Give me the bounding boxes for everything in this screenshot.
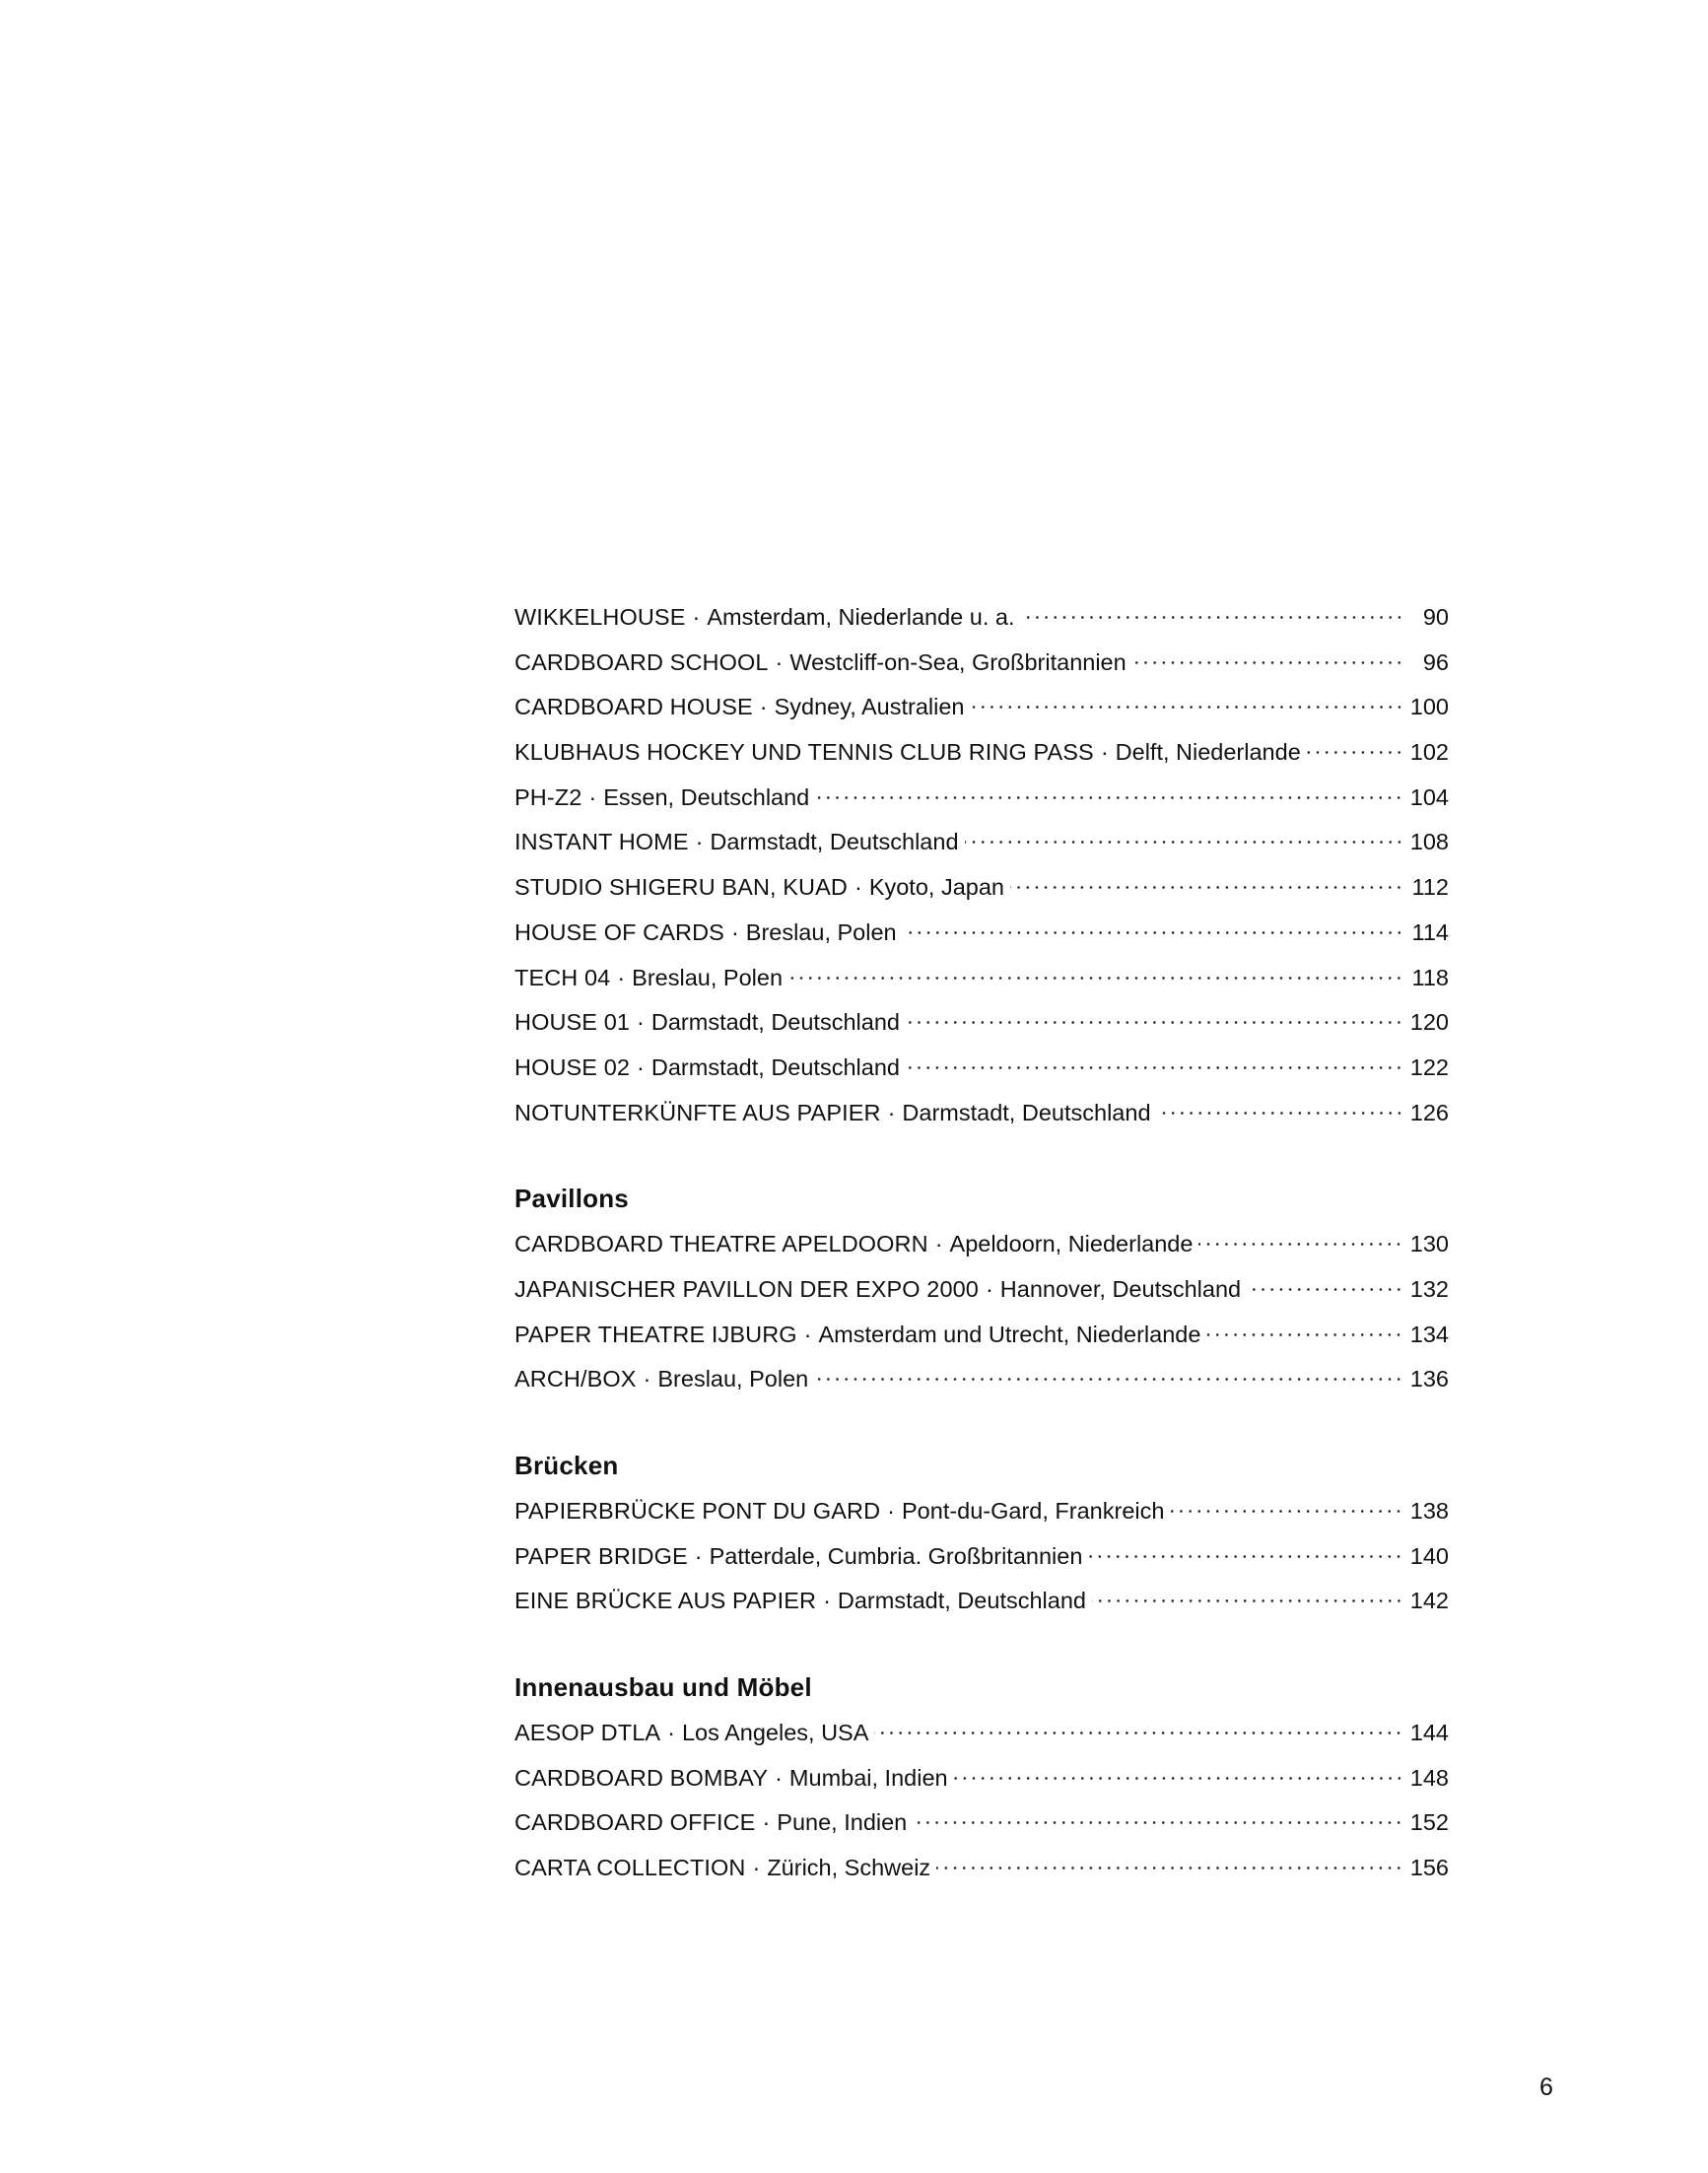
entry-separator: · xyxy=(762,1809,771,1836)
entry-title: CARDBOARD BOMBAY xyxy=(514,1764,769,1791)
entry-location: Darmstadt, Deutschland xyxy=(650,1009,900,1036)
entry-page-number: 126 xyxy=(1409,1099,1449,1125)
entry-title: JAPANISCHER PAVILLON DER EXPO 2000 xyxy=(514,1275,979,1302)
entry-title: PAPIERBRÜCKE PONT DU GARD xyxy=(514,1498,881,1524)
entry-title: CARDBOARD OFFICE xyxy=(514,1809,756,1836)
entry-page-number: 148 xyxy=(1409,1764,1449,1791)
entry-location: Amsterdam, Niederlande u. a. xyxy=(707,604,1015,630)
toc-entry[interactable] xyxy=(514,1267,1449,1313)
entry-page-number: 104 xyxy=(1409,783,1449,810)
entry-separator: · xyxy=(588,783,597,810)
toc-entry[interactable] xyxy=(514,956,1449,1001)
entry-page-number: 136 xyxy=(1409,1366,1449,1392)
entry-page-number: 132 xyxy=(1409,1275,1449,1302)
toc-entry[interactable] xyxy=(514,1046,1449,1091)
entry-location: Breslau, Polen xyxy=(745,918,897,945)
toc-entry[interactable] xyxy=(514,1800,1449,1846)
toc-sections xyxy=(514,595,1449,1891)
dot-leader xyxy=(954,1777,1403,1780)
entry-title: PAPER BRIDGE xyxy=(514,1542,688,1569)
entry-title: HOUSE OF CARDS xyxy=(514,918,724,945)
toc-entry[interactable] xyxy=(514,595,1449,641)
entry-location: Pune, Indien xyxy=(777,1809,908,1836)
entry-title: ARCH/BOX xyxy=(514,1366,637,1392)
entry-title: CARDBOARD HOUSE xyxy=(514,694,753,720)
entry-page-number: 156 xyxy=(1409,1855,1449,1881)
section-heading: Innenausbau und Möbel xyxy=(514,1672,812,1703)
entry-location: Sydney, Australien xyxy=(774,694,965,720)
section-heading: Pavillons xyxy=(514,1184,629,1214)
entry-title: HOUSE 01 xyxy=(514,1009,631,1036)
entry-separator: · xyxy=(887,1498,895,1524)
entry-separator: · xyxy=(667,1720,675,1746)
toc-entry[interactable] xyxy=(514,820,1449,865)
toc-entry[interactable] xyxy=(514,865,1449,911)
entry-separator: · xyxy=(823,1588,831,1614)
entry-title: TECH 04 xyxy=(514,964,611,990)
entry-page-number: 130 xyxy=(1409,1231,1449,1257)
entry-separator: · xyxy=(775,1764,783,1791)
entry-title: WIKKELHOUSE xyxy=(514,604,686,630)
entry-location: Breslau, Polen xyxy=(657,1366,809,1392)
entry-separator: · xyxy=(637,1053,645,1080)
toc-entry[interactable] xyxy=(514,1579,1449,1624)
dot-leader xyxy=(1198,1243,1403,1246)
entry-page-number: 102 xyxy=(1409,739,1449,766)
dot-leader xyxy=(971,706,1404,709)
entry-separator: · xyxy=(694,1542,703,1569)
entry-separator: · xyxy=(775,648,784,675)
entry-separator: · xyxy=(1100,739,1109,766)
entry-separator: · xyxy=(752,1855,761,1881)
dot-leader xyxy=(906,1021,1403,1024)
toc-entry[interactable] xyxy=(514,776,1449,821)
toc-entry[interactable] xyxy=(514,1000,1449,1046)
entry-page-number: 114 xyxy=(1411,918,1449,945)
entry-separator: · xyxy=(803,1321,812,1347)
dot-leader xyxy=(788,977,1403,980)
toc-entry[interactable] xyxy=(514,1756,1449,1801)
entry-location: Darmstadt, Deutschland xyxy=(902,1099,1151,1125)
toc-entry[interactable] xyxy=(514,1534,1449,1580)
toc-entry[interactable] xyxy=(514,1313,1449,1358)
section-heading: Brücken xyxy=(514,1451,619,1480)
entry-page-number: 122 xyxy=(1409,1053,1449,1080)
entry-title: KLUBHAUS HOCKEY UND TENNIS CLUB RING PASS xyxy=(514,739,1094,766)
dot-leader xyxy=(1206,1333,1403,1336)
entry-location: Hannover, Deutschland xyxy=(999,1275,1242,1302)
toc-entry[interactable] xyxy=(514,1711,1449,1756)
entry-title: PAPER THEATRE IJBURG xyxy=(514,1321,797,1347)
entry-separator: · xyxy=(695,829,704,855)
entry-page-number: 120 xyxy=(1409,1009,1449,1036)
entry-location: Darmstadt, Deutschland xyxy=(710,829,959,855)
entry-page-number: 134 xyxy=(1409,1321,1449,1347)
entry-page-number: 90 xyxy=(1422,604,1449,630)
dot-leader xyxy=(903,931,1403,934)
entry-location: Pont-du-Gard, Frankreich xyxy=(902,1498,1165,1524)
entry-location: Westcliff-on-Sea, Großbritannien xyxy=(789,648,1127,675)
entry-page-number: 118 xyxy=(1411,964,1449,990)
entry-page-number: 100 xyxy=(1409,694,1449,720)
entry-title: NOTUNTERKÜNFTE AUS PAPIER xyxy=(514,1099,881,1125)
toc-entry[interactable] xyxy=(514,641,1449,686)
entry-title: AESOP DTLA xyxy=(514,1720,661,1746)
entry-location: Essen, Deutschland xyxy=(603,783,810,810)
dot-leader xyxy=(814,1378,1403,1381)
toc-entry[interactable] xyxy=(514,1222,1449,1267)
dot-leader xyxy=(1021,616,1404,619)
entry-separator: · xyxy=(730,918,739,945)
dot-leader xyxy=(1132,661,1403,664)
entry-title: CARDBOARD THEATRE APELDOORN xyxy=(514,1231,928,1257)
entry-location: Darmstadt, Deutschland xyxy=(650,1053,900,1080)
table-of-contents xyxy=(514,595,1449,1891)
dot-leader xyxy=(1010,886,1403,889)
entry-title: CARDBOARD SCHOOL xyxy=(514,648,769,675)
toc-entry[interactable] xyxy=(514,911,1449,956)
entry-title: STUDIO SHIGERU BAN, KUAD xyxy=(514,874,848,901)
dot-leader xyxy=(815,796,1403,799)
entry-page-number: 96 xyxy=(1422,648,1449,675)
entry-page-number: 112 xyxy=(1411,874,1449,901)
toc-entry[interactable] xyxy=(514,1091,1449,1136)
entry-page-number: 140 xyxy=(1409,1542,1449,1569)
entry-separator: · xyxy=(985,1275,993,1302)
toc-section xyxy=(514,1182,1449,1402)
entry-title: HOUSE 02 xyxy=(514,1053,631,1080)
entry-page-number: 142 xyxy=(1409,1588,1449,1614)
entry-separator: · xyxy=(617,964,626,990)
toc-entry[interactable] xyxy=(514,685,1449,730)
entry-separator: · xyxy=(692,604,701,630)
toc-section xyxy=(514,595,1449,1135)
entry-location: Zürich, Schweiz xyxy=(767,1855,931,1881)
dot-leader xyxy=(1170,1510,1403,1513)
entry-page-number: 108 xyxy=(1409,829,1449,855)
dot-leader xyxy=(1088,1555,1403,1558)
toc-entry[interactable] xyxy=(514,730,1449,776)
entry-page-number: 138 xyxy=(1409,1498,1449,1524)
entry-location: Amsterdam und Utrecht, Niederlande xyxy=(818,1321,1201,1347)
entry-page-number: 144 xyxy=(1409,1720,1449,1746)
dot-leader xyxy=(913,1821,1403,1824)
entry-separator: · xyxy=(643,1366,651,1392)
dot-leader xyxy=(1092,1599,1403,1602)
dot-leader xyxy=(936,1867,1403,1869)
entry-location: Breslau, Polen xyxy=(632,964,784,990)
entry-location: Patterdale, Cumbria. Großbritannien xyxy=(709,1542,1083,1569)
entry-separator: · xyxy=(637,1009,645,1036)
dot-leader xyxy=(1247,1288,1403,1291)
entry-separator: · xyxy=(887,1099,896,1125)
dot-leader xyxy=(874,1732,1403,1734)
entry-title: CARTA COLLECTION xyxy=(514,1855,746,1881)
page-number: 6 xyxy=(1539,2073,1553,2101)
entry-separator: · xyxy=(934,1231,943,1257)
dot-leader xyxy=(1157,1112,1403,1115)
entry-location: Kyoto, Japan xyxy=(868,874,1004,901)
dot-leader xyxy=(1307,751,1403,754)
entry-page-number: 152 xyxy=(1409,1809,1449,1836)
toc-entry[interactable] xyxy=(514,1357,1449,1402)
toc-entry[interactable] xyxy=(514,1846,1449,1891)
toc-section xyxy=(514,1670,1449,1891)
entry-title: PH-Z2 xyxy=(514,783,582,810)
entry-location: Los Angeles, USA xyxy=(681,1720,869,1746)
toc-section xyxy=(514,1449,1449,1624)
entry-location: Darmstadt, Deutschland xyxy=(837,1588,1086,1614)
entry-location: Delft, Niederlande xyxy=(1115,739,1301,766)
dot-leader xyxy=(965,841,1403,844)
entry-separator: · xyxy=(759,694,768,720)
entry-location: Mumbai, Indien xyxy=(788,1764,948,1791)
entry-separator: · xyxy=(854,874,862,901)
toc-entry[interactable] xyxy=(514,1489,1449,1534)
dot-leader xyxy=(906,1066,1403,1069)
entry-title: INSTANT HOME xyxy=(514,829,689,855)
entry-location: Apeldoorn, Niederlande xyxy=(949,1231,1194,1257)
entry-title: EINE BRÜCKE AUS PAPIER xyxy=(514,1588,817,1614)
